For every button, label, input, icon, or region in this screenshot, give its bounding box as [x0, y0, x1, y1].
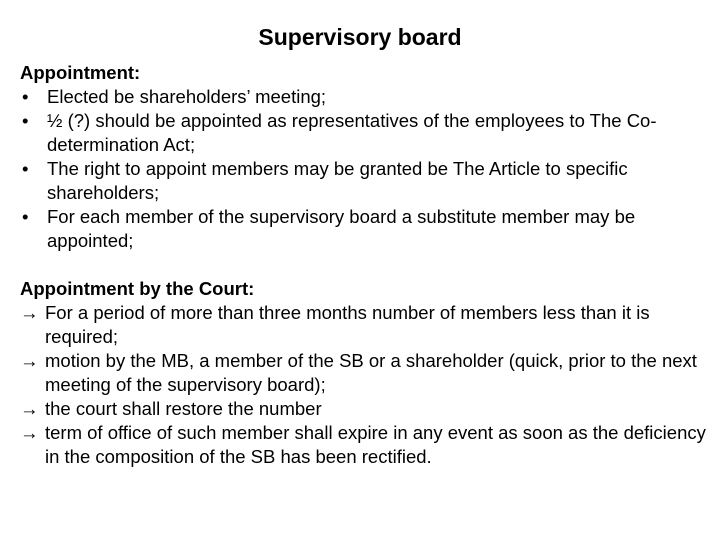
arrow-right-icon: → [20, 398, 39, 419]
list-item-text: The right to appoint members may be granted be The Article to specific shareholders; [47, 158, 628, 203]
list-item-text: Elected be shareholders’ meeting; [47, 86, 327, 107]
list-item [20, 157, 710, 205]
appointment-heading: Appointment: [20, 62, 141, 83]
list-item-text: For each member of the supervisory board a substitute member may be appointed; [47, 206, 636, 251]
court-heading: Appointment by the Court: [20, 278, 255, 299]
bullet-icon: • [22, 86, 29, 107]
list-item [20, 421, 710, 469]
bullet-icon: • [22, 206, 29, 227]
court-list [20, 301, 710, 469]
list-item-text: the court shall restore the number [45, 398, 322, 419]
arrow-right-icon: → [20, 302, 39, 323]
arrow-right-icon: → [20, 350, 39, 371]
list-item [20, 205, 710, 253]
slide-body [20, 61, 710, 469]
list-item-text: ½ (?) should be appointed as representatives of the employees to The Co-determination Act; [47, 110, 657, 155]
list-item [20, 109, 710, 157]
arrow-right-icon: → [20, 422, 39, 443]
bullet-icon: • [22, 110, 29, 131]
list-item-text: For a period of more than three months number of members less than it is required; [45, 302, 650, 347]
bullet-icon: • [22, 158, 29, 179]
list-item-text: motion by the MB, a member of the SB or a shareholder (quick, prior to the next meeting of the supervisory board); [45, 350, 697, 395]
list-item [20, 85, 710, 109]
list-item [20, 301, 710, 349]
list-item-text: term of office of such member shall expire in any event as soon as the deficiency in the composition of the SB has been rectified. [45, 422, 706, 467]
appointment-list [20, 85, 710, 253]
section-spacer [20, 253, 710, 277]
slide-title [0, 24, 720, 51]
list-item [20, 349, 710, 397]
slide-title-text: Supervisory board [258, 24, 462, 50]
list-item [20, 397, 710, 421]
